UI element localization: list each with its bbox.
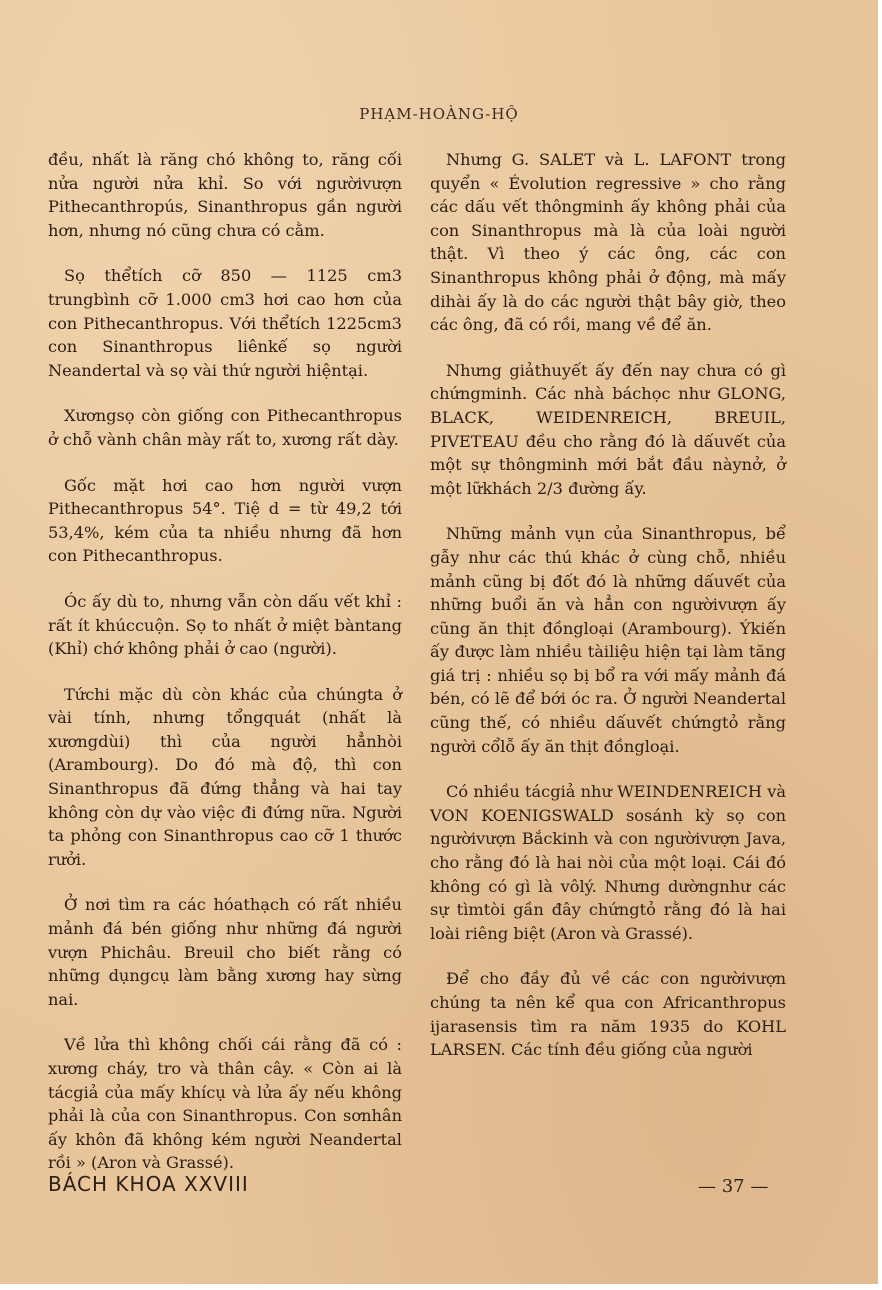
- left-column: [48, 148, 402, 1197]
- paragraph: Để cho đầy đủ về các con ngườivượn chúng ta nên kể qua con Africanthropus ijarasensis tìm ra năm 1935 do KOHL LARSEN. Các tính đều giống của người: [430, 969, 786, 1060]
- paragraph: đều, nhất là răng chó không to, răng cối nửa người nửa khỉ. So với ngườivượn Pithecanthropús, Sinanthropus gần người hơn, nhưng nó cũng chưa có cằm.: [48, 150, 402, 240]
- paragraph: Xươngsọ còn giống con Pithecanthropus ở chỗ vành chân mày rất to, xương rất dày.: [48, 406, 402, 449]
- paragraph: Gốc mặt hơi cao hơn người vượn Pithecanthropus 54°. Tiệ d = từ 49,2 tới 53,4%, kém của ta nhiều nhưng đã hơn con Pithecanthropus.: [48, 475, 402, 566]
- magazine-title: BÁCH KHOA XXVIII: [48, 1172, 249, 1196]
- paragraph: Có nhiều tácgiả như WEINDENREICH và VON KOENIGSWALD sosánh kỳ sọ con ngườivượn Bắckinh và con ngườivượn Java, cho rằng đó là hai nòi của một loại. Cái đó không có gì là vôlý. Nhưng dườngnhư các sự tìmtòi gần đây chứngtỏ rằng đó là hai loài riêng biệt (Aron và Grassé).: [430, 782, 786, 943]
- paragraph: Nhưng giảthuyết ấy đến nay chưa có gì chứngminh. Các nhà báchọc như GLONG, BLACK, WEIDENREICH, BREUIL, PIVETEAU đều cho rằng đó là dấuvết của một sự thôngminh mới bắt đầu nàynở, ở một lữkhách 2/3 đường ấy.: [430, 360, 786, 498]
- paragraph: Về lửa thì không chối cái rằng đã có : xương cháy, tro và thân cây. « Còn ai là tácgiả của mấy khícụ và lửa ấy nếu không phải là của con Sinanthropus. Con sơnhân ấy khôn đã không kém người Neandertal rồi » (Aron và Grassé).: [48, 1035, 402, 1173]
- paragraph: Tứchi mặc dù còn khác của chúngta ở vài tính, nhưng tổngquát (nhất là xươngdùi) thì của người hẳnhòi (Arambourg). Do đó mà độ, thì con Sinanthropus đã đứng thẳng và hai tay không còn dự vào việc đi đứng nữa. Người ta phỏng con Sinanthropus cao cỡ 1 thước rưởi.: [48, 684, 402, 869]
- paragraph: Sọ thểtích cỡ 850 — 1125 cm3 trungbình cỡ 1.000 cm3 hơi cao hơn của con Pithecanthropus. Với thểtích 1225cm3 con Sinanthropus liênkế sọ người Neandertal và sọ vài thứ người hiệntại.: [48, 266, 402, 380]
- paragraph: Nhưng G. SALET và L. LAFONT trong quyển « Évolution regressive » cho rằng các dấu vết thôngminh ấy không phải của con Sinanthropus mà là của loài người thật. Vì theo ý các ông, các con Sinanthropus không phải ở động, mà mấy dihài ấy là do các người thật bây giờ, theo các ông, đã có rồi, mang về để ăn.: [430, 150, 786, 335]
- page-number: — 37 —: [698, 1176, 769, 1197]
- running-header: PHẠM-HOÀNG-HỘ: [359, 105, 519, 123]
- paragraph: Ở nơi tìm ra các hóathạch có rất nhiều mảnh đá bén giống như những đá người vượn Phichâu. Breuil cho biết rằng có những dụngcụ làm bằng xương hay sừng nai.: [48, 895, 402, 1009]
- right-column: [430, 148, 786, 1084]
- paragraph: Những mảnh vụn của Sinanthropus, bể gẫy như các thú khác ở cùng chỗ, nhiều mảnh cũng bị đốt đó là những dấuvết của những buổi ăn và hẳn con ngườivượn ấy cũng ăn thịt đồngloại (Arambourg). Ýkiến ấy được làm nhiều tàiliệu hiện tại làm tăng giá trị : nhiều sọ bị bổ ra với mấy mảnh đá bén, có lẽ để bới óc ra. Ở người Neandertal cũng thế, có nhiều dấuvết chứngtỏ rằng người cổlỗ ấy ăn thịt đồngloại.: [430, 524, 786, 756]
- paragraph: Óc ấy dù to, nhưng vẫn còn dấu vết khỉ : rất ít khúccuộn. Sọ to nhất ở miệt bàntang (Khỉ) chớ không phải ở cao (người).: [48, 591, 402, 659]
